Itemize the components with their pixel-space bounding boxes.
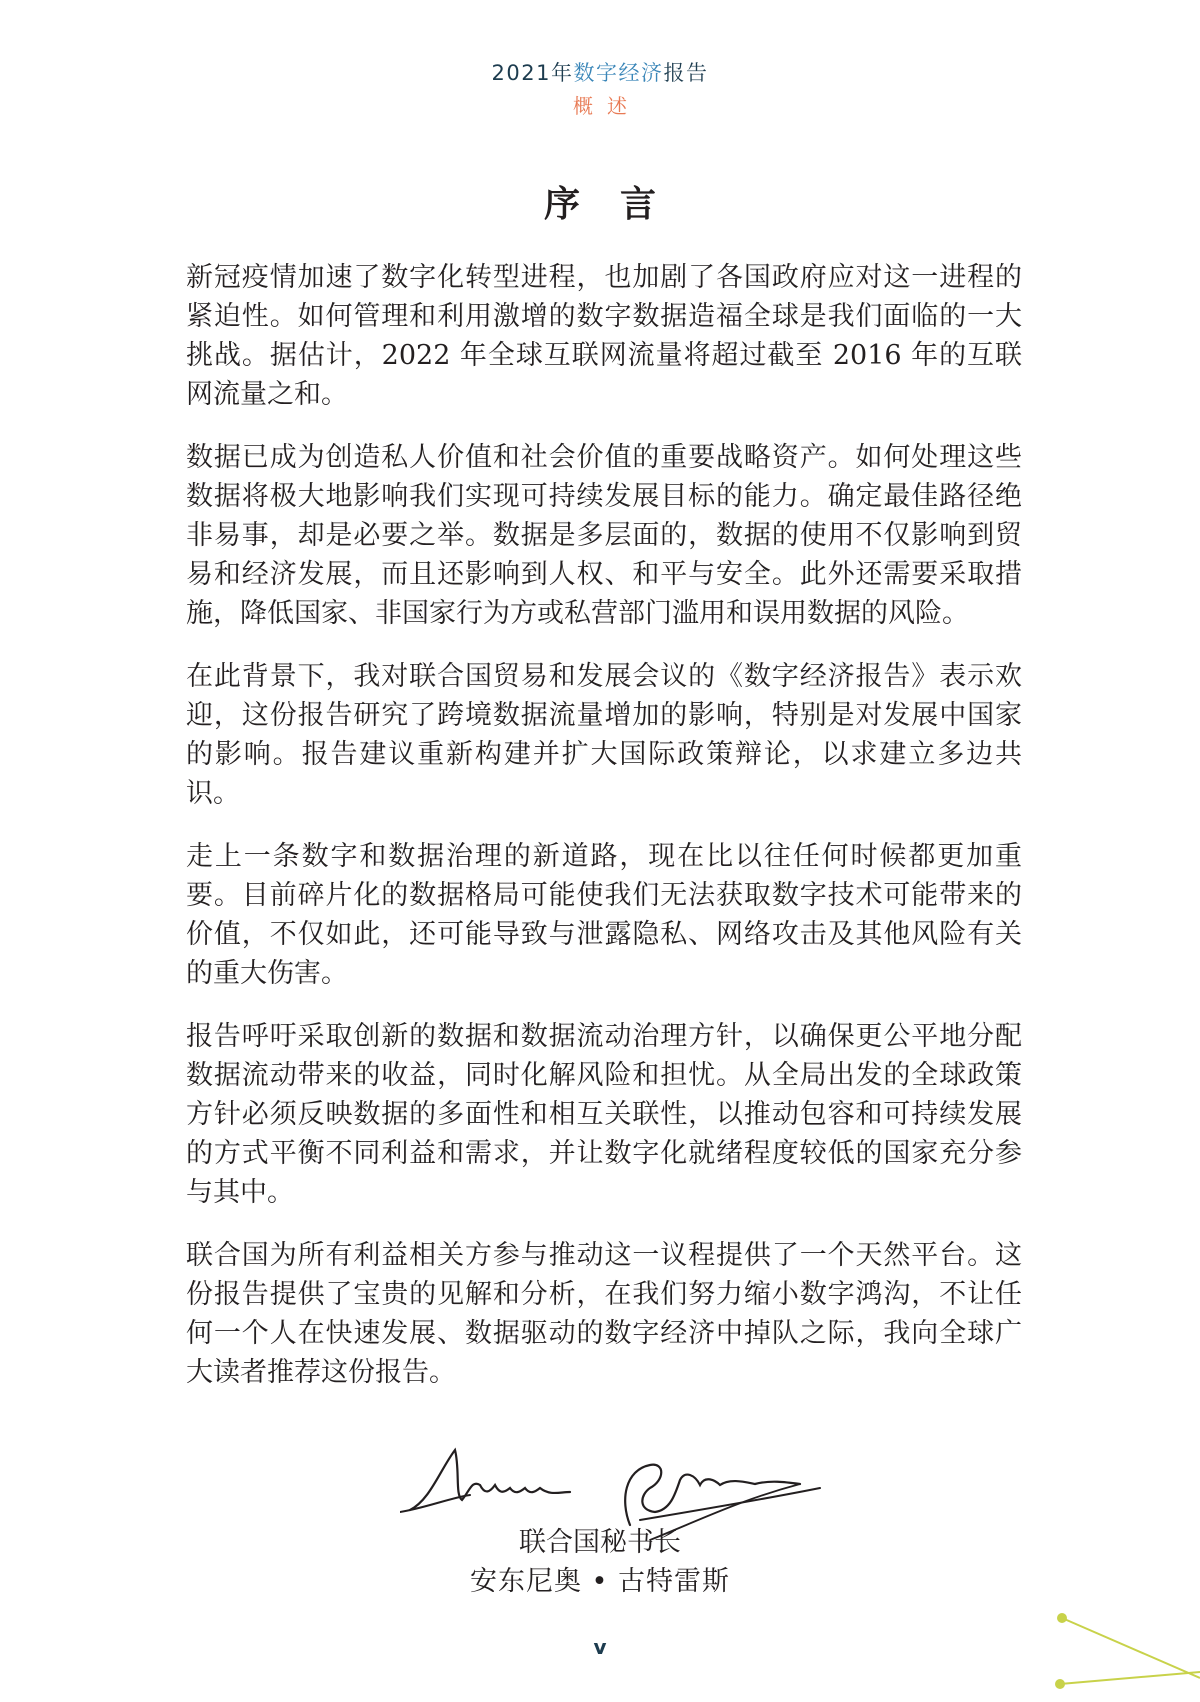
paragraph: 报告呼吁采取创新的数据和数据流动治理方针，以确保更公平地分配数据流动带来的收益，同时化解风险和担忧。从全局出发的全球政策方针必须反映数据的多面性和相互关联性，以推动包容和可持续发展的方式平衡不同利益和需求，并让数字化就绪程度较低的国家充分参与其中。 [186,1021,1022,1208]
corner-decoration-lines [1050,1600,1200,1702]
paragraph: 联合国为所有利益相关方参与推动这一议程提供了一个天然平台。这份报告提供了宝贵的见解和分析，在我们努力缩小数字鸿沟，不让任何一个人在快速发展、数据驱动的数字经济中掉队之际，我向全球广大读者推荐这份报告。 [186,1240,1022,1388]
paragraph: 走上一条数字和数据治理的新道路，现在比以往任何时候都更加重要。目前碎片化的数据格局可能使我们无法获取数字技术可能带来的价值，不仅如此，还可能导致与泄露隐私、网络攻击及其他风险有关的重大伤害。 [186,841,1022,989]
foreword-body [186,258,1022,1416]
page-title: 序言 [543,184,696,225]
paragraph: 新冠疫情加速了数字化转型进程，也加剧了各国政府应对这一进程的紧迫性。如何管理和利用激增的数字数据造福全球是我们面临的一大挑战。据估计，2022 年全球互联网流量将超过截至 2016 年的互联网流量之和。 [186,262,1022,410]
header-suffix: 报告 [663,61,709,85]
paragraph: 在此背景下，我对联合国贸易和发展会议的《数字经济报告》表示欢迎，这份报告研究了跨境数据流量增加的影响，特别是对发展中国家的影响。报告建议重新构建并扩大国际政策辩论，以求建立多边共识。 [186,661,1022,809]
signatory-name: 安东尼奥 • 古特雷斯 [469,1566,731,1597]
running-header [0,58,1200,120]
header-year: 2021年 [491,61,574,85]
header-highlight: 数字经济 [573,61,664,85]
report-title-header [0,58,1200,88]
page-number: v [593,1635,607,1659]
paragraph: 数据已成为创造私人价值和社会价值的重要战略资产。如何处理这些数据将极大地影响我们实现可持续发展目标的能力。确定最佳路径绝非易事，却是必要之举。数据是多层面的，数据的使用不仅影响到贸易和经济发展，而且还影响到人权、和平与安全。此外还需要采取措施，降低国家、非国家行为方或私营部门滥用和误用数据的风险。 [186,442,1022,629]
section-label: 概述 [573,94,641,118]
signatory-title: 联合国秘书长 [519,1527,681,1558]
